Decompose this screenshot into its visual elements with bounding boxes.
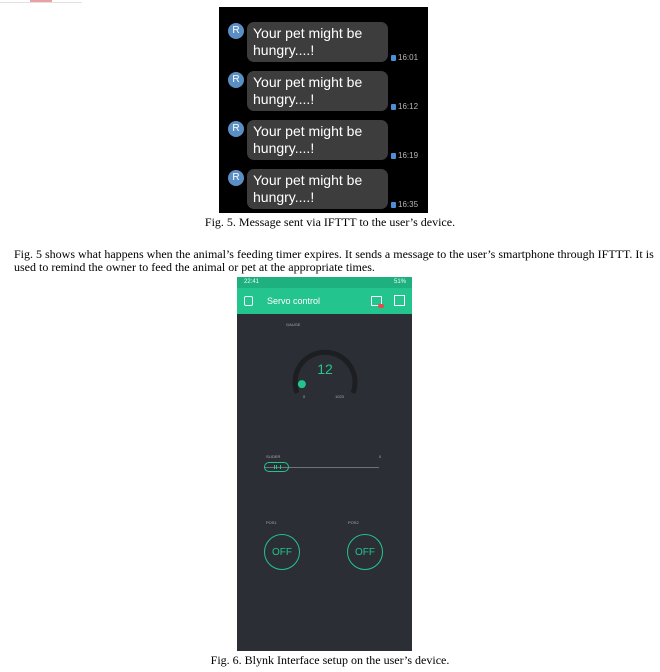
app-toolbar [237,288,412,314]
sim-icon [391,202,396,208]
message-bubble: Your pet might be hungry....! [247,71,388,111]
gauge-label: GAUGE [286,322,301,327]
sim-icon [391,55,396,61]
figure-5-chat-screenshot [219,7,428,213]
message-time-text: 16:01 [398,53,419,62]
top-mark-rule [0,2,82,3]
status-battery: 51% [393,279,406,285]
avatar: R [228,170,244,186]
back-icon[interactable] [244,296,253,306]
page-top-mark [0,0,82,3]
sim-icon [391,104,396,110]
gauge-min: 0 [303,394,306,399]
slider-handle[interactable] [264,462,289,472]
message-time-text: 16:12 [398,102,419,111]
message-item [219,62,428,111]
message-item [219,111,428,160]
button-2-label: POS2 [348,520,359,525]
status-time: 22:41 [244,279,260,285]
slider-value: 0 [379,454,382,459]
message-bubble: Your pet might be hungry....! [247,120,388,160]
sim-icon [391,153,396,159]
slider-label: SLIDER [266,454,281,459]
message-time-text: 16:19 [398,151,419,160]
avatar: R [228,72,244,88]
message-time [391,200,418,210]
message-item [219,160,428,209]
square-icon[interactable] [394,295,405,306]
pos2-button[interactable]: OFF [347,534,383,570]
message-bubble: Your pet might be hungry....! [247,169,388,209]
figure-6-blynk-screenshot [237,277,412,651]
button-1-label: POS1 [266,520,277,525]
pos1-button[interactable]: OFF [264,534,300,570]
gauge-knob [298,380,306,388]
message-bubble: Your pet might be hungry....! [247,22,388,62]
avatar: R [228,23,244,39]
message-time-text: 16:35 [398,200,419,209]
message-item [219,13,428,62]
avatar: R [228,121,244,137]
gauge-max: 1023 [335,394,344,399]
figure-6-caption: Fig. 6. Blynk Interface setup on the user’s device. [210,653,450,667]
status-bar [237,277,412,288]
body-paragraph: Fig. 5 shows what happens when the animal’s feeding timer expires. It sends a message to the user’s smartphone through IFTTT. It is used to remind the owner to feed the animal or pet at the appropriate times. [14,247,654,274]
slider-handle-icon [274,465,281,469]
app-title: Servo control [267,296,321,306]
gauge-value: 12 [317,361,333,377]
notification-badge [378,304,384,308]
figure-5-caption: Fig. 5. Message sent via IFTTT to the user’s device. [204,215,456,229]
